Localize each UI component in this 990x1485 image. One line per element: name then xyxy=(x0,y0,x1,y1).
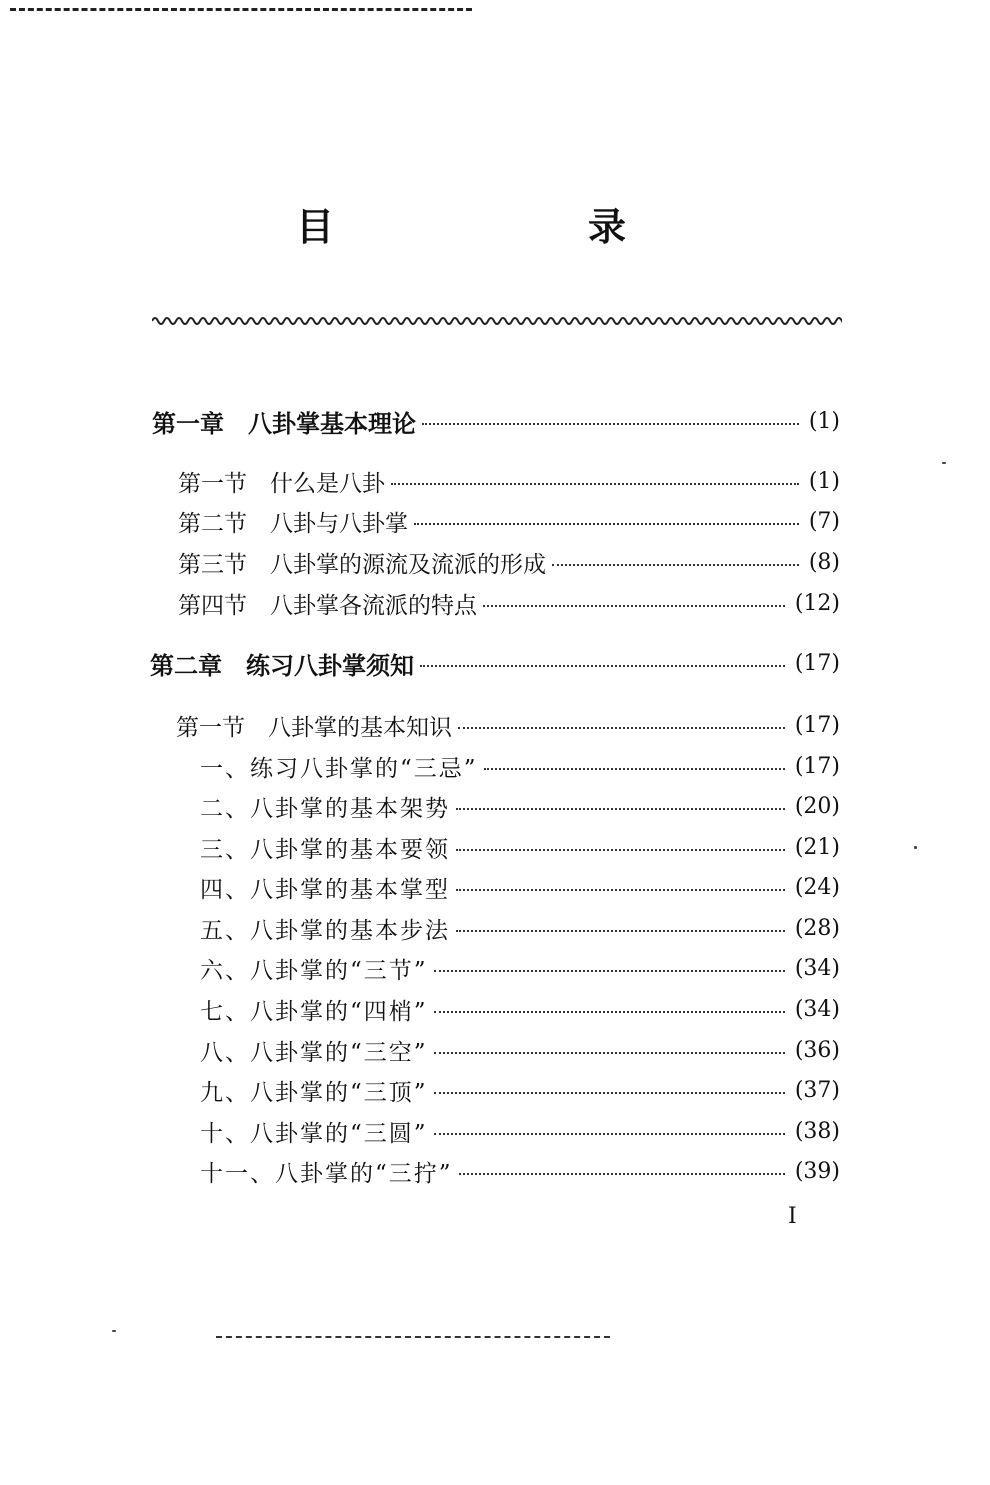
toc-entry-page: (21) xyxy=(794,834,840,860)
toc-entry[interactable] xyxy=(200,870,840,904)
leader-dots xyxy=(434,1092,785,1094)
toc-entry-page: (17) xyxy=(794,650,840,676)
leader-dots xyxy=(391,483,799,485)
toc-entry-title: 十、八卦掌的“三圆” xyxy=(200,1120,428,1147)
toc-entry[interactable] xyxy=(200,830,840,864)
leader-dots xyxy=(456,889,785,891)
toc-entry[interactable] xyxy=(200,911,840,945)
leader-dots xyxy=(434,1011,785,1013)
leader-dots xyxy=(483,605,785,607)
toc-entry[interactable] xyxy=(150,646,840,680)
toc-entry-title: 第一节 八卦掌的基本知识 xyxy=(176,714,452,741)
toc-entry-page: (1) xyxy=(808,408,840,434)
toc-entry-title: 二、八卦掌的基本架势 xyxy=(200,795,450,822)
toc-entry[interactable] xyxy=(178,586,840,620)
scan-speck xyxy=(942,462,946,464)
toc-entry-title: 四、八卦掌的基本掌型 xyxy=(200,876,450,903)
toc-entry-title: 三、八卦掌的基本要领 xyxy=(200,836,450,863)
toc-entry[interactable] xyxy=(178,504,840,538)
toc-entry[interactable] xyxy=(200,1073,840,1107)
toc-entry[interactable] xyxy=(200,951,840,985)
bottom-scan-rule xyxy=(216,1336,610,1338)
toc-entry[interactable] xyxy=(178,464,840,498)
toc-entry-title: 第四节 八卦掌各流派的特点 xyxy=(178,592,477,619)
page-title: 目 录 xyxy=(295,204,734,249)
toc-entry-title: 九、八卦掌的“三顶” xyxy=(200,1079,428,1106)
toc-entry-page: (17) xyxy=(794,712,840,738)
toc-entry-title: 六、八卦掌的“三节” xyxy=(200,957,428,984)
toc-entry-page: (34) xyxy=(794,996,840,1022)
toc-entry-page: (17) xyxy=(794,753,840,779)
toc-entry-title: 十一、八卦掌的“三拧” xyxy=(200,1160,453,1187)
toc-entry-page: (28) xyxy=(794,915,840,941)
toc-entry[interactable] xyxy=(200,1154,840,1188)
toc-entry-page: (38) xyxy=(794,1118,840,1144)
toc-entry-page: (7) xyxy=(808,508,840,534)
toc-entry-title: 第三节 八卦掌的源流及流派的形成 xyxy=(178,551,546,578)
toc-entry[interactable] xyxy=(200,789,840,823)
leader-dots xyxy=(552,564,799,566)
leader-dots xyxy=(434,1133,785,1135)
leader-dots xyxy=(420,665,785,667)
toc-entry[interactable] xyxy=(178,545,840,579)
leader-dots xyxy=(456,849,785,851)
toc-entry-title: 八、八卦掌的“三空” xyxy=(200,1039,428,1066)
leader-dots xyxy=(458,727,785,729)
leader-dots xyxy=(434,970,785,972)
toc-entry-title: 第二节 八卦与八卦掌 xyxy=(178,510,408,537)
toc-entry-page: (8) xyxy=(808,549,840,575)
leader-dots xyxy=(434,1052,785,1054)
leader-dots xyxy=(456,808,785,810)
page-number: I xyxy=(788,1204,797,1229)
toc-entry-page: (20) xyxy=(794,793,840,819)
toc-entry-page: (36) xyxy=(794,1037,840,1063)
toc-entry-page: (39) xyxy=(794,1158,840,1184)
toc-entry-title: 一、练习八卦掌的“三忌” xyxy=(200,755,478,782)
toc-entry-title: 第二章 练习八卦掌须知 xyxy=(150,650,414,680)
leader-dots xyxy=(422,423,799,425)
toc-entry-title: 第一节 什么是八卦 xyxy=(178,470,385,497)
toc-entry[interactable] xyxy=(176,708,840,742)
toc-entry[interactable] xyxy=(200,749,840,783)
scan-speck xyxy=(914,846,917,849)
toc-entry-title: 五、八卦掌的基本步法 xyxy=(200,917,450,944)
toc-entry-title: 第一章 八卦掌基本理论 xyxy=(152,408,416,438)
toc-entry-page: (34) xyxy=(794,955,840,981)
leader-dots xyxy=(456,930,785,932)
toc-entry[interactable] xyxy=(200,1114,840,1148)
toc-entry[interactable] xyxy=(200,1033,840,1067)
leader-dots xyxy=(414,523,799,525)
scan-speck xyxy=(112,1330,116,1332)
leader-dots xyxy=(484,768,785,770)
leader-dots xyxy=(459,1173,785,1175)
toc-entry-page: (24) xyxy=(794,874,840,900)
toc-entry-title: 七、八卦掌的“四梢” xyxy=(200,998,428,1025)
toc-entry-page: (1) xyxy=(808,468,840,494)
toc-entry[interactable] xyxy=(200,992,840,1026)
toc-entry-page: (37) xyxy=(794,1077,840,1103)
toc-entry[interactable] xyxy=(152,404,840,438)
toc-entry-page: (12) xyxy=(794,590,840,616)
